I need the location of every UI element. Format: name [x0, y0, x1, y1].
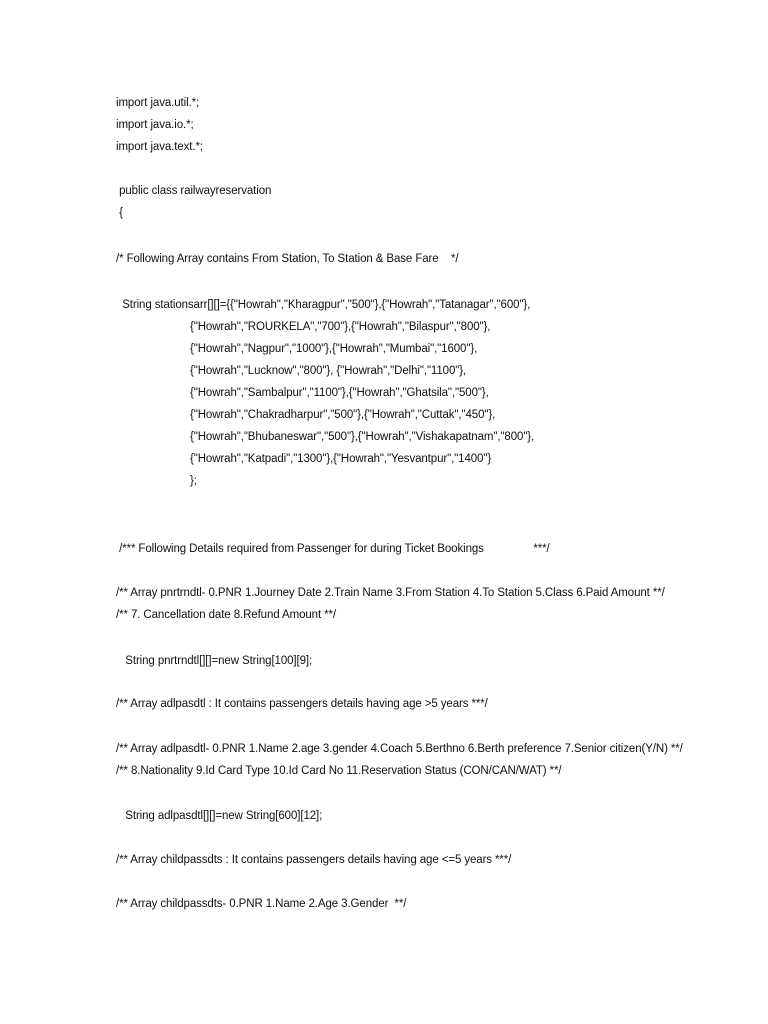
- code-line-stations-row: {"Howrah","ROURKELA","700"},{"Howrah","Bilaspur","800"},: [190, 321, 491, 333]
- code-line-stations-row: {"Howrah","Lucknow","800"}, {"Howrah","Delhi","1100"},: [190, 365, 467, 377]
- code-line-import-text: import java.text.*;: [116, 141, 203, 153]
- code-line-pnrtrndtl-decl: String pnrtrndtl[][]=new String[100][9];: [116, 655, 313, 667]
- code-line-stations-close: };: [190, 475, 197, 487]
- code-line-import-util: import java.util.*;: [116, 97, 200, 109]
- code-line-stations-row: {"Howrah","Nagpur","1000"},{"Howrah","Mumbai","1600"},: [190, 343, 478, 355]
- code-line-import-io: import java.io.*;: [116, 119, 194, 131]
- code-line-class-declaration: public class railwayreservation: [116, 185, 272, 197]
- code-line-adlpasdtl-decl: String adlpasdtl[][]=new String[600][12];: [116, 810, 323, 822]
- code-line-stations-row: {"Howrah","Sambalpur","1100"},{"Howrah","Ghatsila","500"},: [190, 387, 489, 399]
- code-comment-adlpasdtl: /** Array adlpasdtl- 0.PNR 1.Name 2.age 3.gender 4.Coach 5.Berthno 6.Berth preference 7.Senior citizen(Y/N) **/: [116, 743, 683, 755]
- code-comment-adlpasdtl-cont: /** 8.Nationality 9.Id Card Type 10.Id Card No 11.Reservation Status (CON/CAN/WAT) **/: [116, 765, 562, 777]
- code-comment-pnrtrndtl: /** Array pnrtrndtl- 0.PNR 1.Journey Date 2.Train Name 3.From Station 4.To Station 5.Class 6.Paid Amount **/: [116, 587, 665, 599]
- code-comment-adlpasdtl-intro: /** Array adlpasdtl : It contains passengers details having age >5 years ***/: [116, 698, 488, 710]
- code-comment-stations: /* Following Array contains From Station, To Station & Base Fare */: [116, 253, 459, 265]
- code-comment-childpassdts: /** Array childpassdts- 0.PNR 1.Name 2.Age 3.Gender **/: [116, 898, 407, 910]
- code-comment-pnrtrndtl-cont: /** 7. Cancellation date 8.Refund Amount **/: [116, 609, 336, 621]
- code-line-stations-row: {"Howrah","Bhubaneswar","500"},{"Howrah","Vishakapatnam","800"},: [190, 431, 535, 443]
- code-line-stations-row: {"Howrah","Chakradharpur","500"},{"Howrah","Cuttak","450"},: [190, 409, 496, 421]
- code-line-open-brace: {: [116, 207, 123, 219]
- code-comment-childpassdts-intro: /** Array childpassdts : It contains passengers details having age <=5 years ***/: [116, 854, 512, 866]
- code-comment-passenger-details: /*** Following Details required from Passenger for during Ticket Bookings ***/: [116, 543, 550, 555]
- code-line-stations-row: {"Howrah","Katpadi","1300"},{"Howrah","Yesvantpur","1400"}: [190, 453, 492, 465]
- code-line-stations-array: String stationsarr[][]={{"Howrah","Kharagpur","500"},{"Howrah","Tatanagar","600"},: [116, 299, 531, 311]
